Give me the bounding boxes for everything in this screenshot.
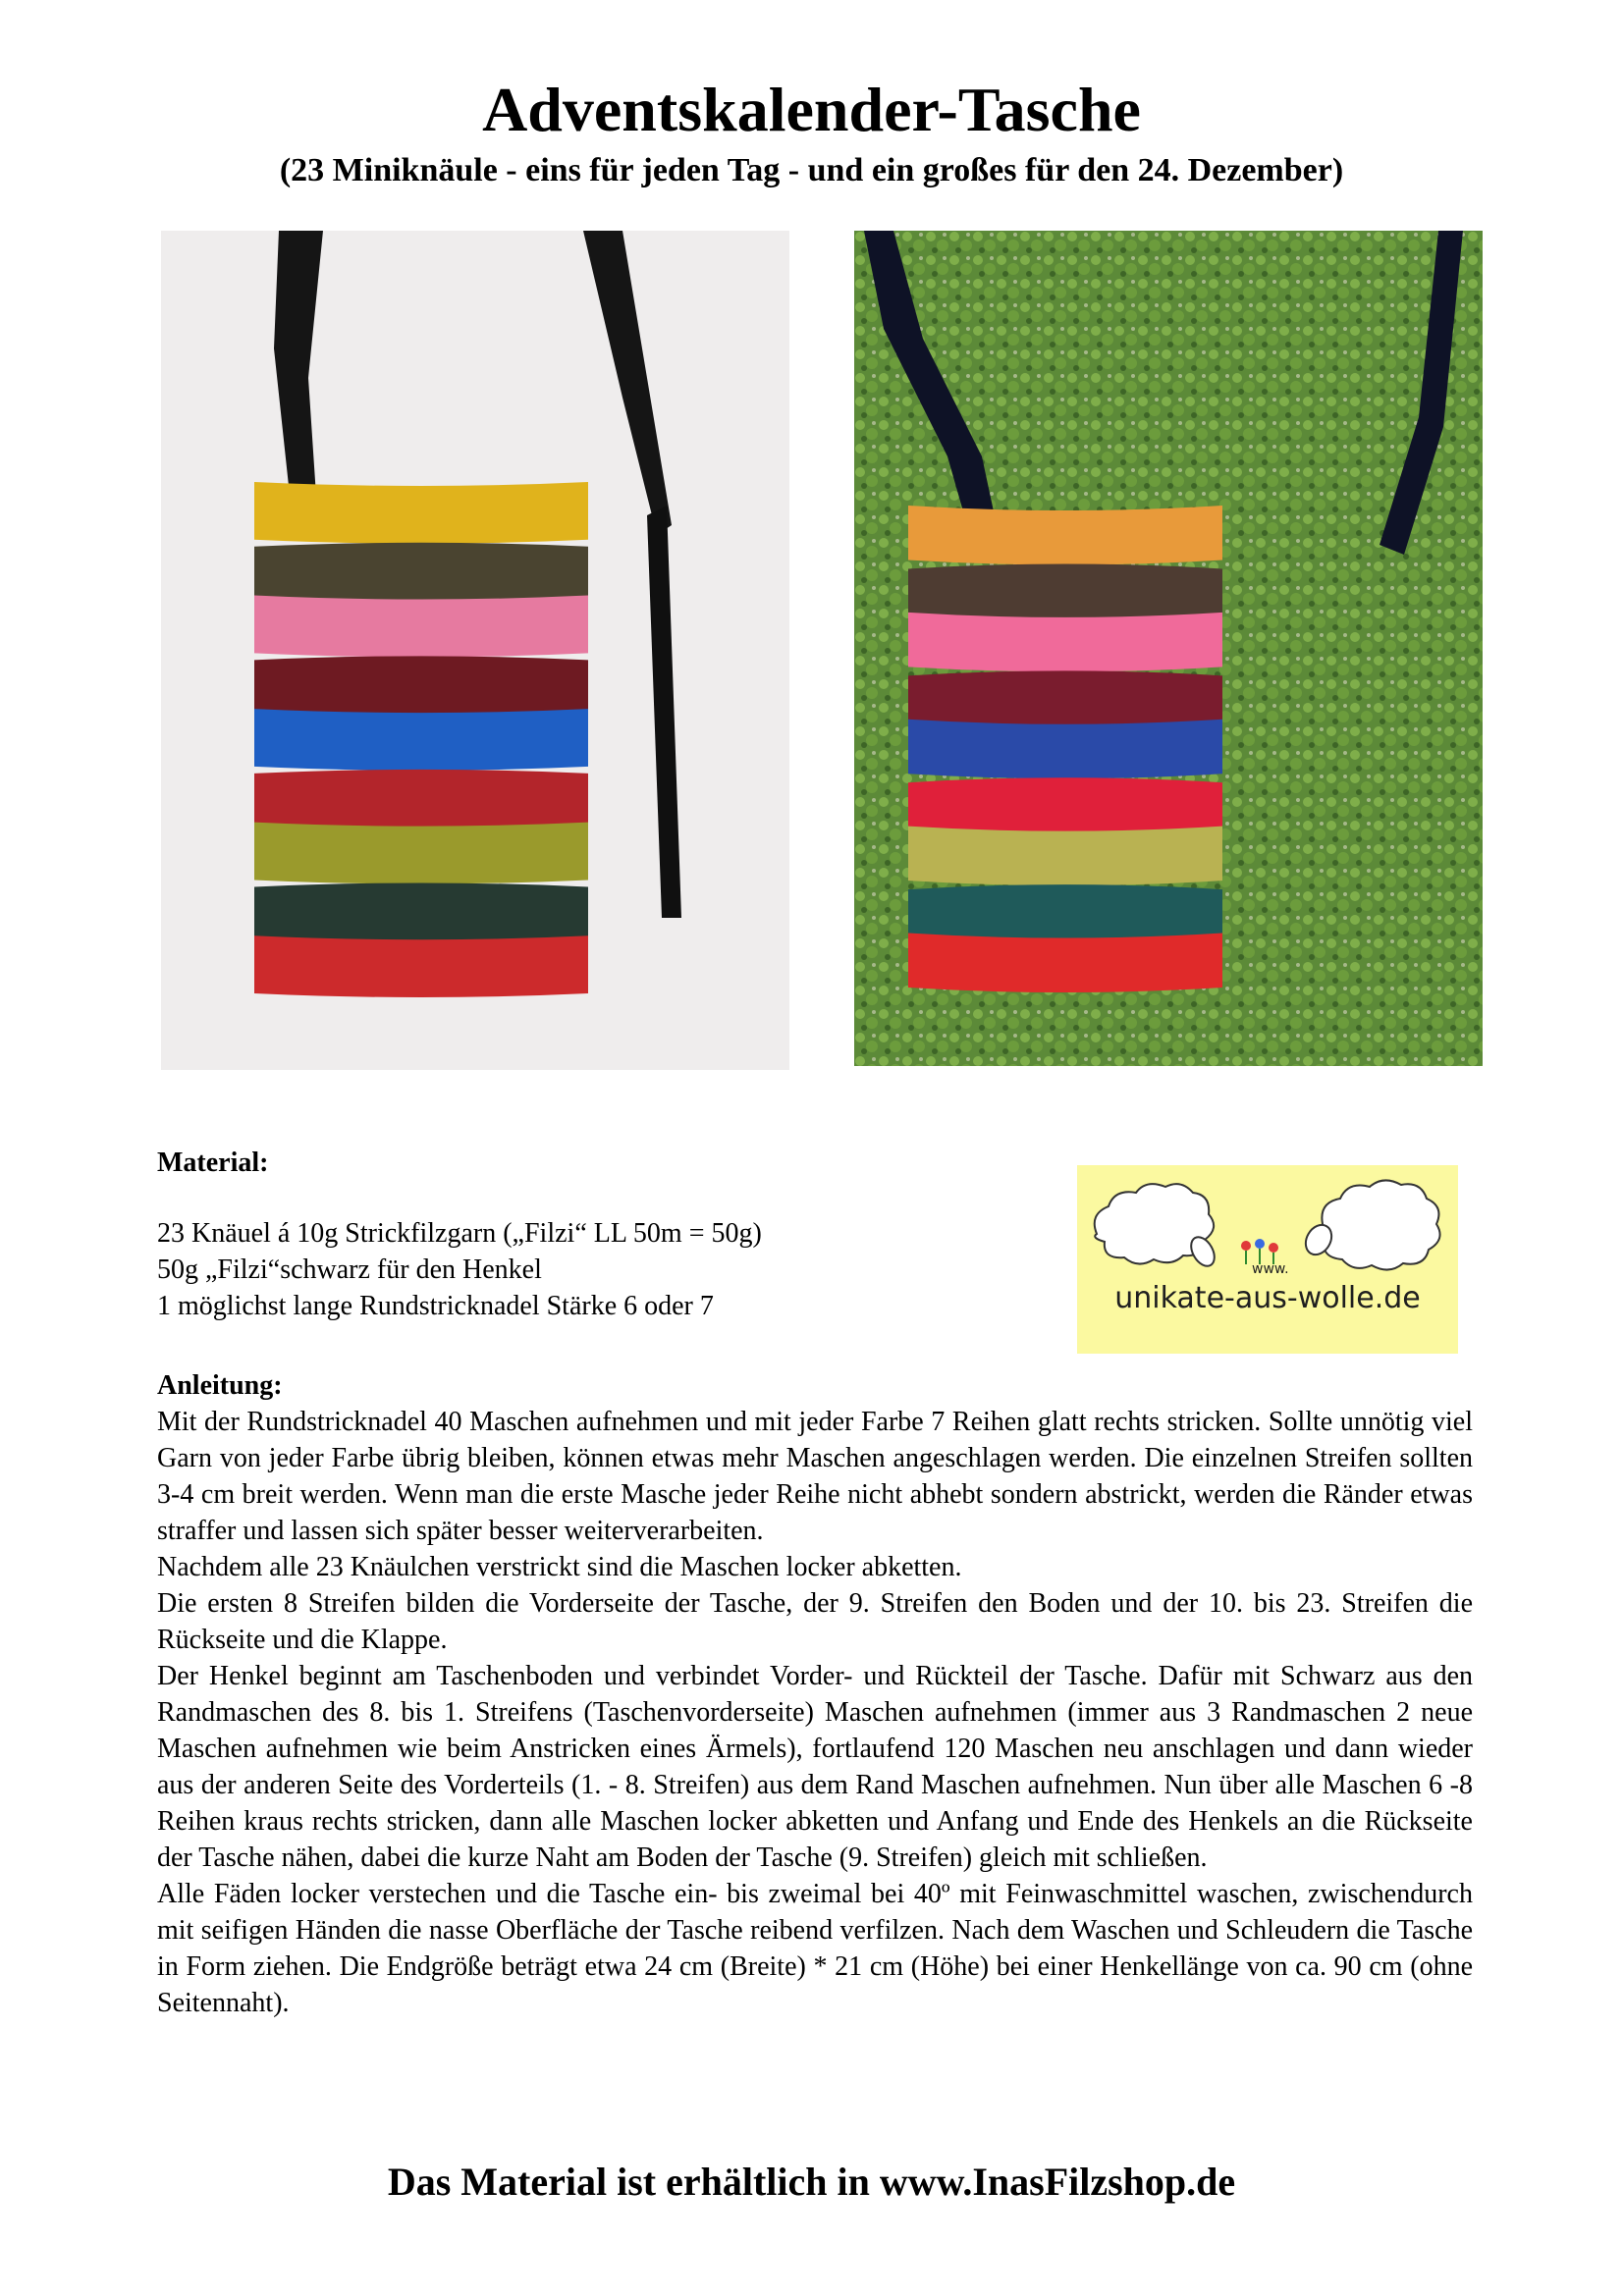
sheep-left-icon [1095,1184,1219,1270]
knitted-stripe [908,506,1222,564]
knitted-stripe [254,543,588,605]
instructions-paragraph: Der Henkel beginnt am Taschenboden und verbindet Vorder- und Rückteil der Tasche. Dafür mit Schwarz aus den Randmaschen des 8. bis 1. Streifens (Taschenvorderseite) Maschen aufnehmen (immer aus 3 Randmaschen 2 neue Maschen aufnehmen wie beim Anstricken eines Ärmels), fortlaufend 120 Maschen neu anschlagen und dann wieder aus der anderen Seite des Vorderteils (1. - 8. Streifen) aus dem Rand Maschen aufnehmen. Nun über alle Maschen 6 -8 Reihen kraus rechts stricken, dann alle Maschen locker abketten und Anfang und Ende des Henkels an die Rückseite der Tasche nähen, dabei die kurze Naht am Boden der Tasche (9. Streifen) gleich mit schließen. [157,1661,1473,1873]
instructions-heading: Anleitung: [157,1370,283,1401]
knitted-stripe [908,720,1222,778]
knitted-stripe [254,656,588,718]
knitted-stripe [908,934,1222,992]
instructions-paragraph: Alle Fäden locker verstechen und die Tasche ein- bis zweimal bei 40º mit Feinwaschmittel waschen, zwischendurch mit seifigen Händen die nasse Oberfläche der Tasche reibend verfilzen. Nach dem Waschen und Schleudern die Tasche in Form ziehen. Die Endgröße beträgt etwa 24 cm (Breite) * 21 cm (Höhe) bei einer Henkellänge von ca. 90 cm (ohne Seitennaht). [157,1879,1473,2018]
instructions-paragraph: Die ersten 8 Streifen bilden die Vorderseite der Tasche, der 9. Streifen den Boden und der 10. bis 23. Streifen die Rückseite und die Klappe. [157,1588,1473,1655]
material-heading: Material: [157,1148,269,1178]
logo-url: unikate-aus-wolle.de [1114,1281,1421,1315]
knitted-stripe [254,482,588,544]
bag-photo-felted [854,231,1483,1066]
instructions-section [157,1367,1473,2021]
footer-shop-note: Das Material ist erhältlich in www.InasFilzshop.de [387,2160,1236,2204]
material-item: 50g „Filzi“schwarz für den Henkel [157,1255,542,1285]
bag-body [908,506,1222,992]
knitted-stripe [908,777,1222,836]
material-item: 1 möglichst lange Rundstricknadel Stärke 6 oder 7 [157,1291,714,1321]
instructions-paragraph: Mit der Rundstricknadel 40 Maschen aufnehmen und mit jeder Farbe 7 Reihen glatt rechts stricken. Sollte unnötig viel Garn von jeder Farbe übrig bleiben, können etwas mehr Maschen angeschlagen werden. Die einzelnen Streifen sollten 3-4 cm breit werden. Wenn man die erste Masche jeder Reihe nicht abhebt sondern abstrickt, werden die Ränder etwas straffer und lassen sich später besser weiterverarbeiten. [157,1407,1473,1546]
sheep-right-icon [1301,1180,1440,1269]
material-item: 23 Knäuel á 10g Strickfilzgarn („Filzi“ LL 50m = 50g) [157,1218,762,1249]
knitted-stripe [254,770,588,831]
unikate-aus-wolle-logo [1077,1165,1458,1354]
knitted-stripe [254,596,588,658]
sheep-illustration [1077,1165,1458,1354]
bag-body [254,482,588,997]
knitted-stripe [908,670,1222,729]
knitted-stripe [908,613,1222,671]
knitted-stripe [254,823,588,884]
knitted-stripe [254,935,588,997]
knitted-stripe [254,882,588,944]
logo-www: www. [1252,1261,1289,1277]
instructions-paragraph: Nachdem alle 23 Knäulchen verstrickt sind die Maschen locker abketten. [157,1552,962,1582]
page-title: Adventskalender-Tasche [482,75,1141,144]
page-subtitle: (23 Miniknäule - eins für jeden Tag - und ein großes für den 24. Dezember) [279,152,1344,188]
knitted-stripe [908,563,1222,622]
knitted-stripe [254,709,588,771]
knitted-stripe [908,827,1222,885]
bag-photo-unfelted [161,231,789,1070]
knitted-stripe [908,884,1222,943]
